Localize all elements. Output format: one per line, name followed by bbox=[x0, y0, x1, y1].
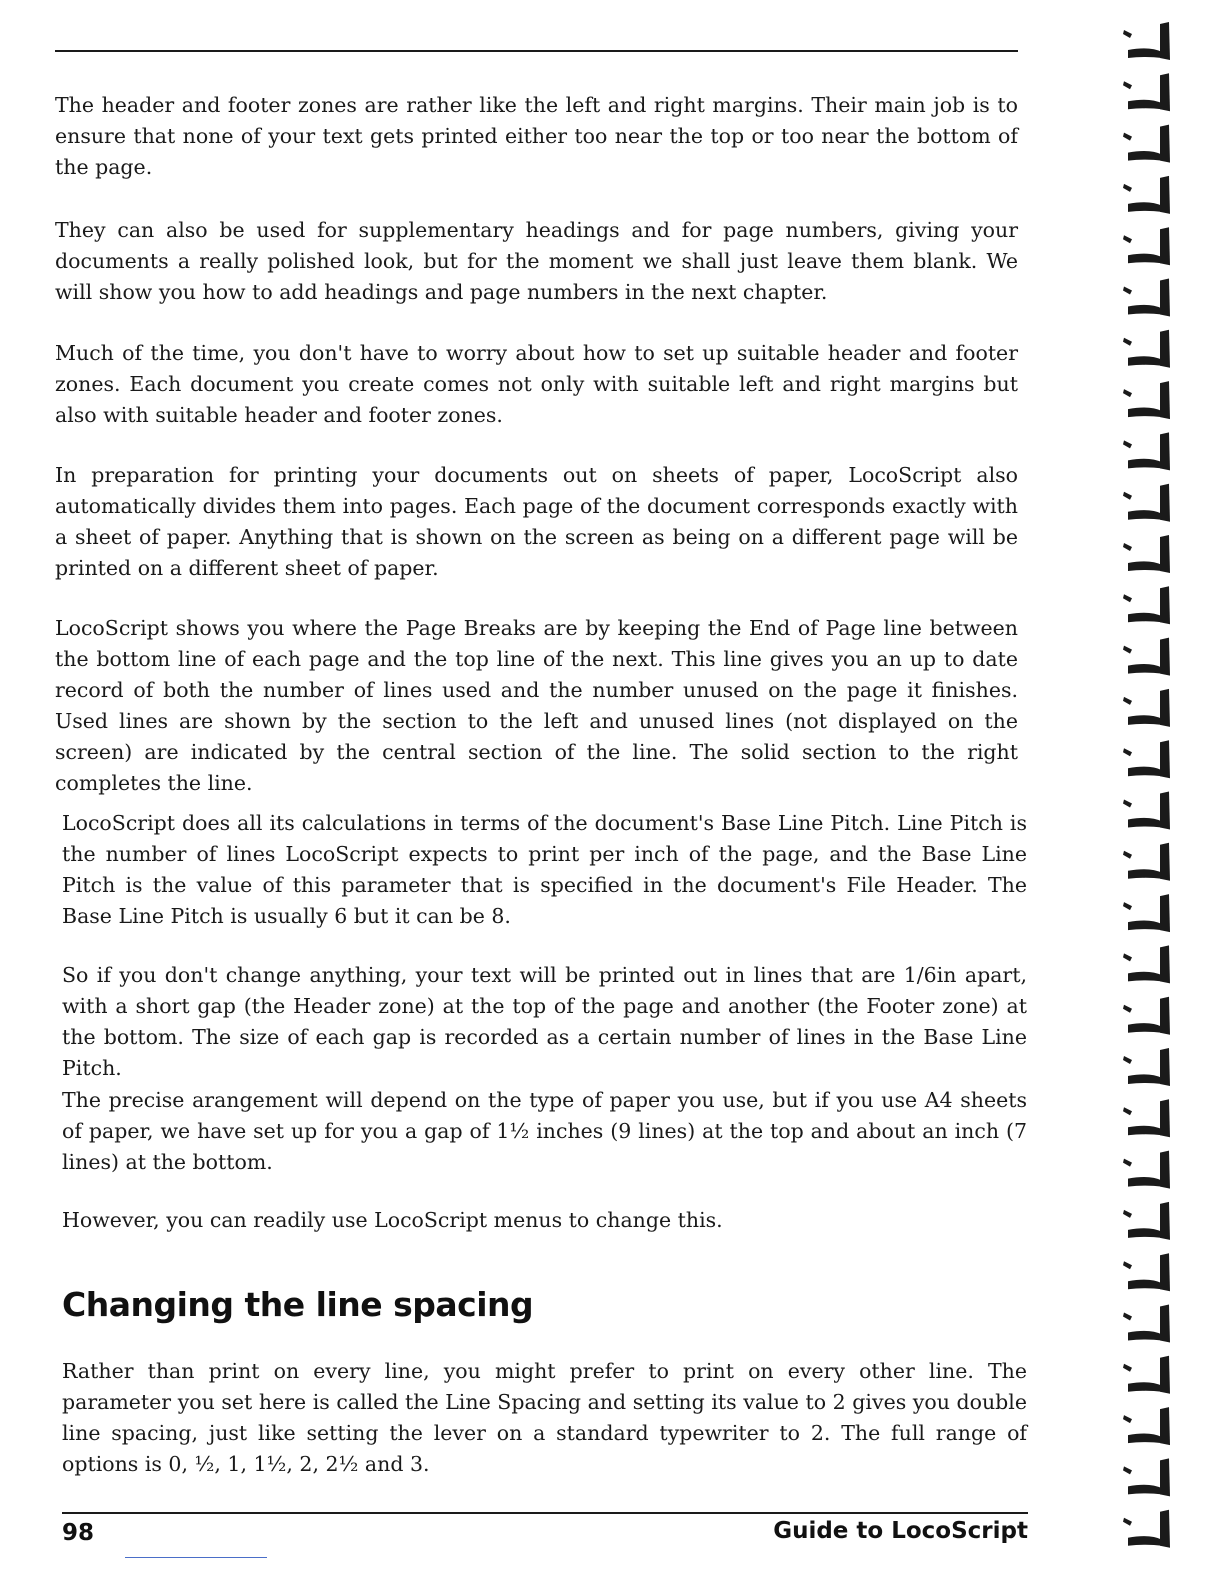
binding-loop bbox=[1123, 1510, 1170, 1548]
running-footer-title: Guide to LocoScript bbox=[773, 1518, 1028, 1544]
binding-loop bbox=[1123, 330, 1170, 368]
binding-loop bbox=[1123, 279, 1170, 317]
binding-loop bbox=[1123, 1407, 1170, 1445]
binding-loop bbox=[1123, 843, 1170, 881]
binding-loop bbox=[1123, 176, 1170, 214]
scan-underline-mark bbox=[125, 1557, 267, 1558]
binding-loop bbox=[1123, 1151, 1170, 1189]
binding-loop bbox=[1123, 1458, 1170, 1496]
top-rule bbox=[55, 50, 1018, 52]
binding-loop bbox=[1123, 792, 1170, 830]
section-heading: Changing the line spacing bbox=[62, 1285, 534, 1324]
binding-loop bbox=[1123, 689, 1170, 727]
page-number: 98 bbox=[62, 1520, 95, 1546]
binding-loop bbox=[1123, 1356, 1170, 1394]
binding-loop bbox=[1123, 73, 1170, 111]
binding-loop bbox=[1123, 740, 1170, 778]
binding-loop bbox=[1123, 484, 1170, 522]
paragraph-a4-arrangement: The precise arangement will depend on the type of paper you use, but if you use A4 sheets of paper, we have set up for you a gap of 1½ inches (9 lines) at the top and about an inch (7 lines) at the bottom. bbox=[62, 1088, 1027, 1174]
paragraph-supplementary-headings: They can also be used for supplementary headings and for page numbers, giving your documents a really polished look, but for the moment we shall just leave them blank. We will show you how to add headings and page numbers in the next chapter. bbox=[55, 218, 1018, 304]
paragraph-base-line-pitch: LocoScript does all its calculations in terms of the document's Base Line Pitch. Line Pitch is the number of lines LocoScript expects to print per inch of the page, and the Base Line Pitch is the value of this parameter that is specified in the document's File Header. The Base Line Pitch is usually 6 but it can be 8. bbox=[62, 811, 1027, 928]
binding-loop bbox=[1123, 997, 1170, 1035]
paragraph-menus: However, you can readily use LocoScript menus to change this. bbox=[62, 1208, 723, 1232]
binding-loop bbox=[1123, 1253, 1170, 1291]
paragraph-line-spacing: Rather than print on every line, you might prefer to print on every other line. The parameter you set here is called the Line Spacing and setting its value to 2 gives you double line spacing, just like setting the lever on a standard typewriter to 2. The full range of options is 0, ½, 1, 1½, 2, 2½ and 3. bbox=[62, 1359, 1027, 1476]
binding-loop bbox=[1123, 1305, 1170, 1343]
binding-loop bbox=[1123, 1202, 1170, 1240]
paragraph-page-breaks: LocoScript shows you where the Page Breaks are by keeping the End of Page line between the bottom line of each page and the top line of the next. This line gives you an up to date record of both the number of lines used and the number unused on the page it finishes. Used lines are shown by the section to the left and unused lines (not displayed on the screen) are indicated by the central section of the line. The solid section to the right completes the line. bbox=[55, 616, 1018, 795]
binding-loop bbox=[1123, 535, 1170, 573]
paragraph-header-footer-zones: The header and footer zones are rather like the left and right margins. Their main job is to ensure that none of your text gets printed either too near the top or too near the bottom of the page. bbox=[55, 93, 1018, 179]
binding-loop bbox=[1123, 22, 1170, 60]
bottom-rule bbox=[62, 1512, 1028, 1514]
binding-loop bbox=[1123, 638, 1170, 676]
binding-loop bbox=[1123, 1099, 1170, 1137]
binding-loop bbox=[1123, 1048, 1170, 1086]
binding-loop bbox=[1123, 125, 1170, 163]
binding-loop bbox=[1123, 381, 1170, 419]
binding-loop bbox=[1123, 894, 1170, 932]
paragraph-suitable-zones: Much of the time, you don't have to worry about how to set up suitable header and footer zones. Each document you create comes not only with suitable left and right margins but also with suitable header and footer zones. bbox=[55, 341, 1018, 427]
spiral-binding bbox=[1110, 0, 1224, 1584]
paragraph-default-spacing: So if you don't change anything, your text will be printed out in lines that are 1/6in apart, with a short gap (the Header zone) at the top of the page and another (the Footer zone) at the bottom. The size of each gap is recorded as a certain number of lines in the Base Line Pitch. bbox=[62, 963, 1027, 1080]
binding-loop bbox=[1123, 227, 1170, 265]
binding-loop bbox=[1123, 586, 1170, 624]
paragraph-page-division: In preparation for printing your documents out on sheets of paper, LocoScript also automatically divides them into pages. Each page of the document corresponds exactly with a sheet of paper. Anything that is shown on the screen as being on a different page will be printed on a different sheet of paper. bbox=[55, 463, 1018, 580]
binding-loop bbox=[1123, 945, 1170, 983]
binding-loop bbox=[1123, 432, 1170, 470]
